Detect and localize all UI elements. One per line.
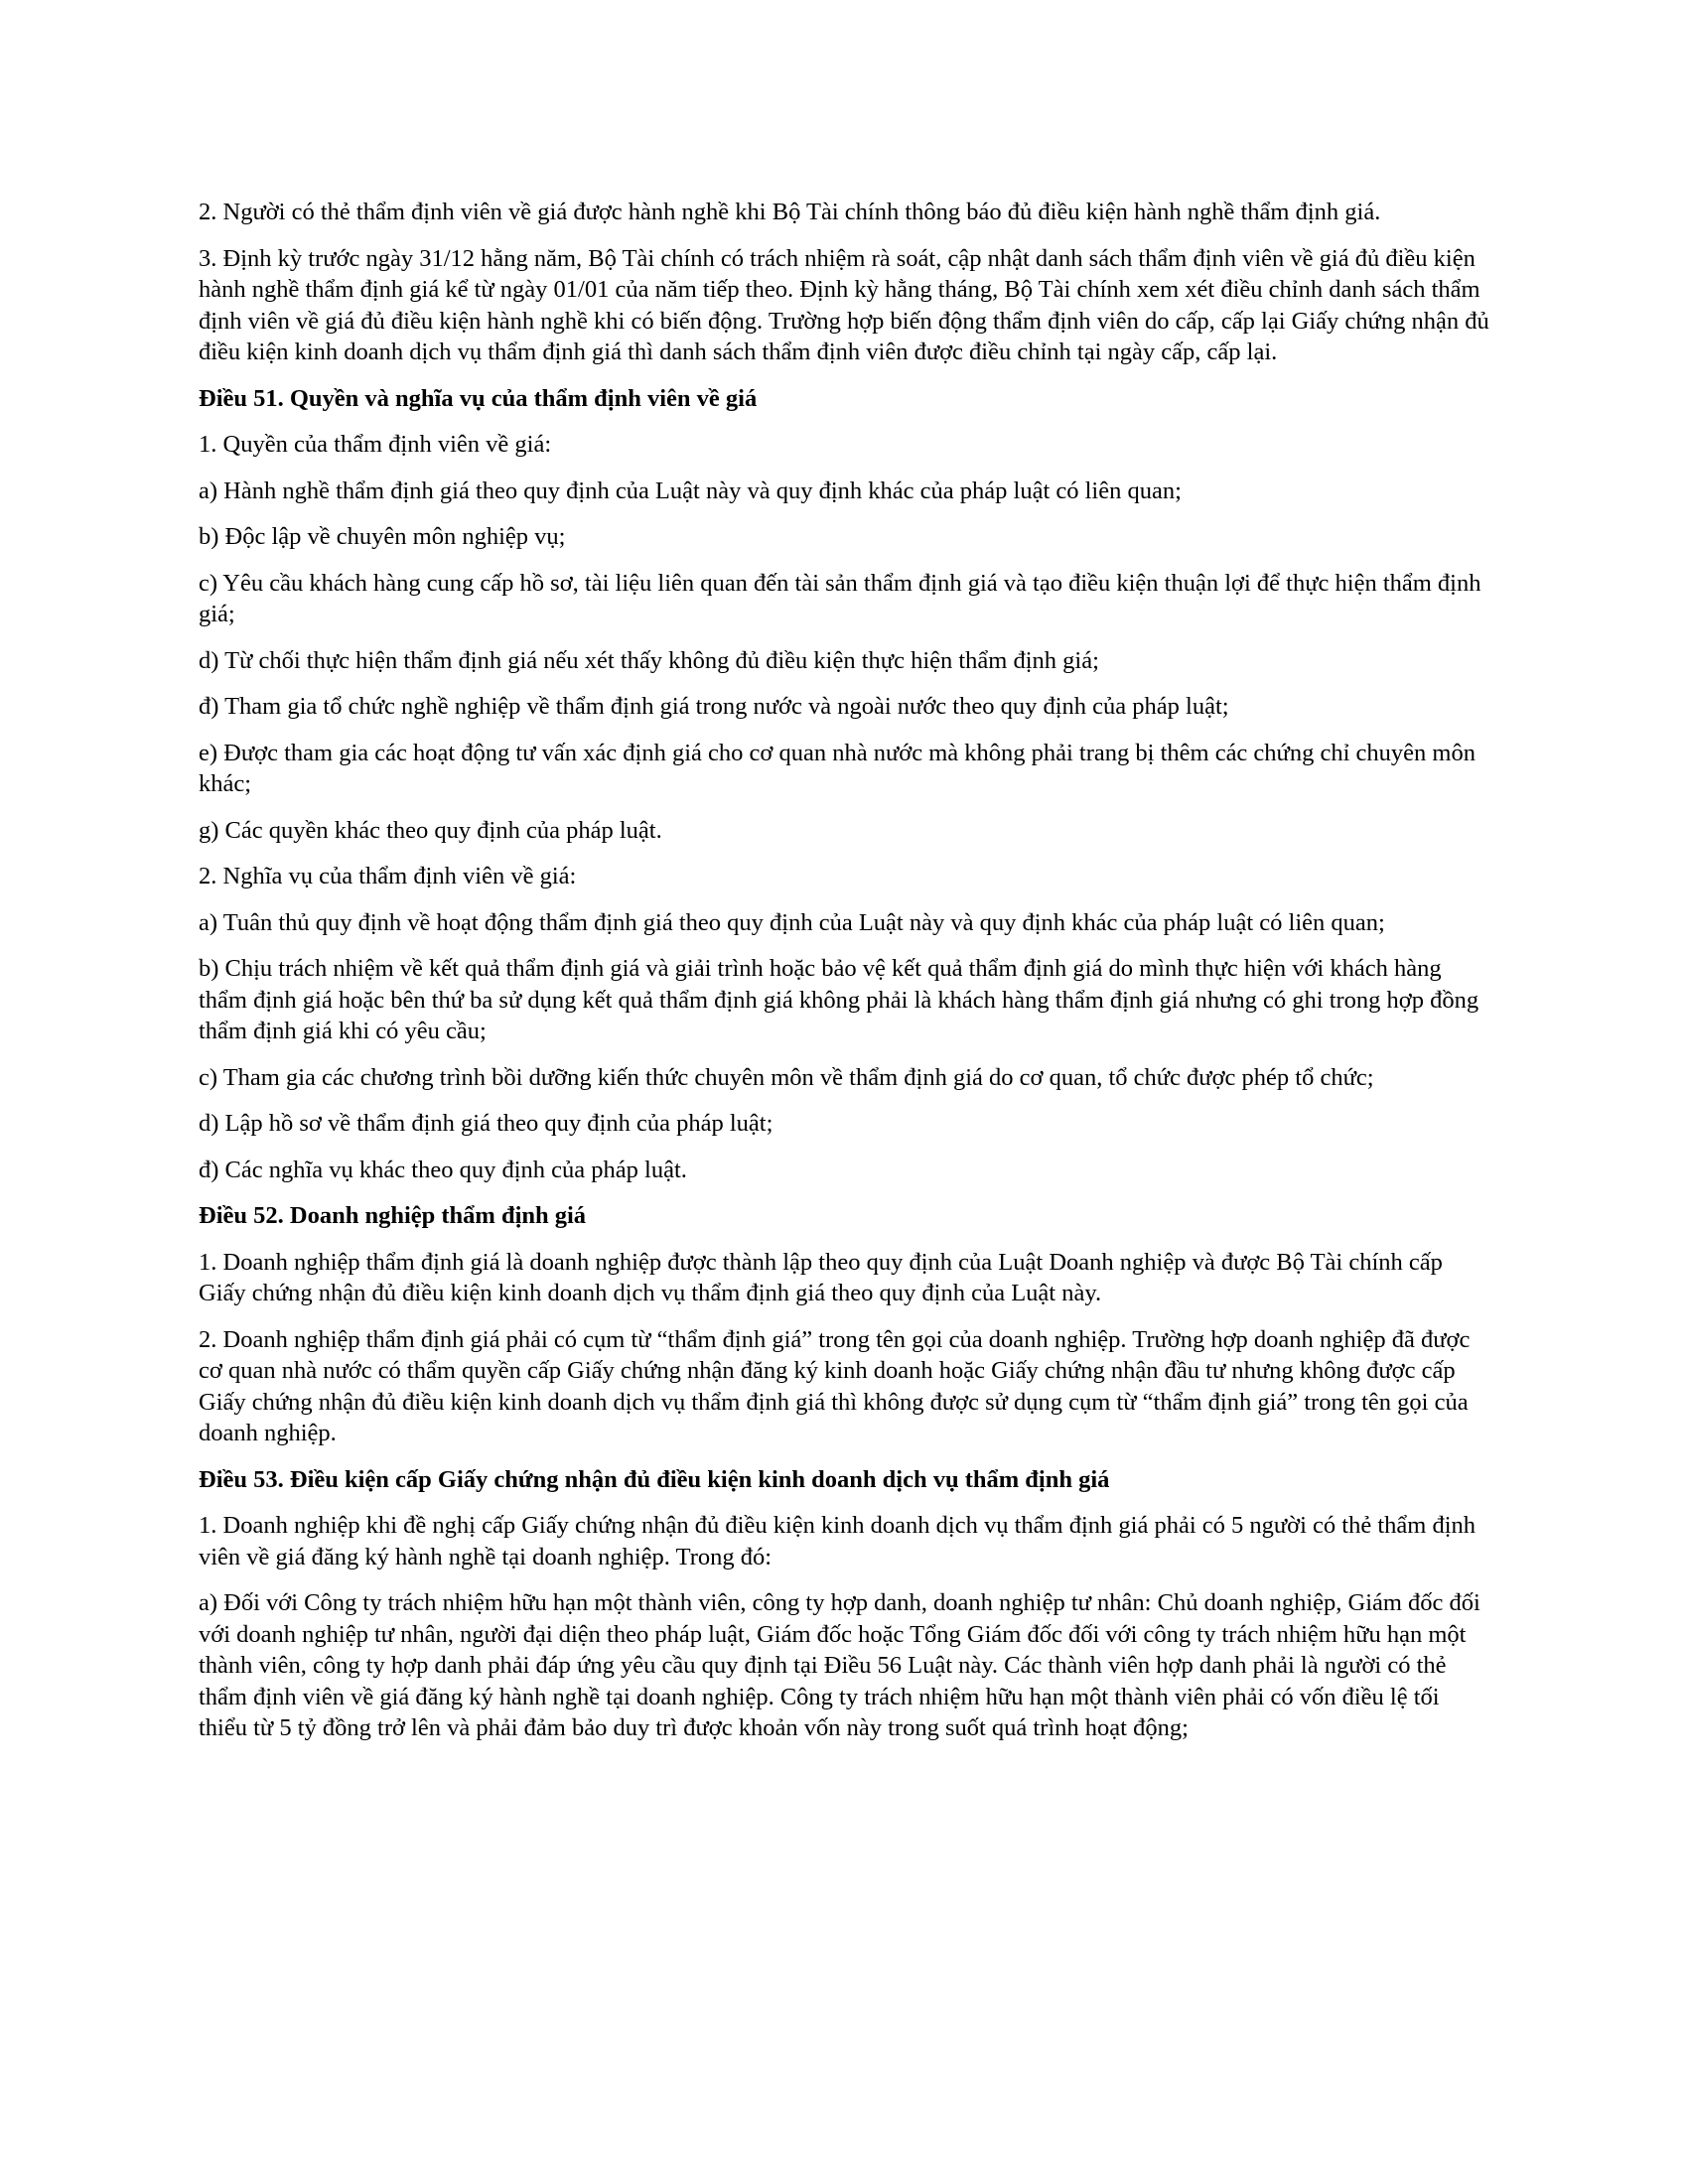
- clause-3-periodic-review: 3. Định kỳ trước ngày 31/12 hằng năm, Bộ Tài chính có trách nhiệm rà soát, cập nhật danh sách thẩm định viên về giá đủ điều kiện hành nghề thẩm định giá kể từ ngày 01/01 của năm tiếp theo. Định kỳ hằng tháng, Bộ Tài chính xem xét điều chỉnh danh sách thẩm định viên về giá đủ điều kiện hành nghề khi có biến động. Trường hợp biến động thẩm định viên do cấp, cấp lại Giấy chứng nhận đủ điều kiện kinh doanh dịch vụ thẩm định giá thì danh sách thẩm định viên được điều chỉnh tại ngày cấp, cấp lại.: [199, 244, 1489, 365]
- document-page: [199, 197, 1489, 1759]
- article-51-clause-2-item-a: a) Tuân thủ quy định về hoạt động thẩm định giá theo quy định của Luật này và quy định khác của pháp luật có liên quan;: [199, 908, 1385, 936]
- article-51-clause-2-item-dd: đ) Các nghĩa vụ khác theo quy định của pháp luật.: [199, 1156, 687, 1183]
- article-52-heading: Điều 52. Doanh nghiệp thẩm định giá: [199, 1202, 587, 1229]
- article-51-clause-2: 2. Nghĩa vụ của thẩm định viên về giá:: [199, 863, 577, 889]
- article-51-clause-1: 1. Quyền của thẩm định viên về giá:: [199, 431, 552, 458]
- article-52-clause-1: 1. Doanh nghiệp thẩm định giá là doanh nghiệp được thành lập theo quy định của Luật Doanh nghiệp và được Bộ Tài chính cấp Giấy chứng nhận đủ điều kiện kinh doanh dịch vụ thẩm định giá theo quy định của Luật này.: [199, 1248, 1443, 1306]
- article-53-clause-1: 1. Doanh nghiệp khi đề nghị cấp Giấy chứng nhận đủ điều kiện kinh doanh dịch vụ thẩm định giá phải có 5 người có thẻ thẩm định viên về giá đăng ký hành nghề tại doanh nghiệp. Trong đó:: [199, 1512, 1477, 1570]
- article-51-clause-2-item-b: b) Chịu trách nhiệm về kết quả thẩm định giá và giải trình hoặc bảo vệ kết quả thẩm định giá do mình thực hiện với khách hàng thẩm định giá hoặc bên thứ ba sử dụng kết quả thẩm định giá không phải là khách hàng thẩm định giá nhưng có ghi trong hợp đồng thẩm định giá khi có yêu cầu;: [199, 955, 1479, 1044]
- article-51-clause-2-item-d: d) Lập hồ sơ về thẩm định giá theo quy định của pháp luật;: [199, 1110, 774, 1137]
- article-52-clause-2: 2. Doanh nghiệp thẩm định giá phải có cụm từ “thẩm định giá” trong tên gọi của doanh nghiệp. Trường hợp doanh nghiệp đã được cơ quan nhà nước có thẩm quyền cấp Giấy chứng nhận đăng ký kinh doanh hoặc Giấy chứng nhận đầu tư nhưng không được cấp Giấy chứng nhận đủ điều kiện kinh doanh dịch vụ thẩm định giá thì không được sử dụng cụm từ “thẩm định giá” trong tên gọi của doanh nghiệp.: [199, 1325, 1471, 1446]
- article-53-clause-1-item-a: a) Đối với Công ty trách nhiệm hữu hạn một thành viên, công ty hợp danh, doanh nghiệp tư nhân: Chủ doanh nghiệp, Giám đốc đối với doanh nghiệp tư nhân, người đại diện theo pháp luật, Giám đốc hoặc Tổng Giám đốc đối với công ty trách nhiệm hữu hạn một thành viên, công ty hợp danh phải đáp ứng yêu cầu quy định tại Điều 56 Luật này. Các thành viên hợp danh phải là người có thẻ thẩm định viên về giá đăng ký hành nghề tại doanh nghiệp. Công ty trách nhiệm hữu hạn một thành viên phải có vốn điều lệ tối thiểu từ 5 tỷ đồng trở lên và phải đảm bảo duy trì được khoản vốn này trong suốt quá trình hoạt động;: [199, 1589, 1480, 1741]
- article-51-clause-1-item-g: g) Các quyền khác theo quy định của pháp luật.: [199, 816, 662, 844]
- article-51-heading: Điều 51. Quyền và nghĩa vụ của thẩm định viên về giá: [199, 384, 758, 412]
- article-51-clause-2-item-c: c) Tham gia các chương trình bồi dưỡng kiến thức chuyên môn về thẩm định giá do cơ quan, tổ chức được phép tổ chức;: [199, 1063, 1374, 1091]
- article-53-heading: Điều 53. Điều kiện cấp Giấy chứng nhận đủ điều kiện kinh doanh dịch vụ thẩm định giá: [199, 1465, 1110, 1493]
- article-51-clause-1-item-a: a) Hành nghề thẩm định giá theo quy định của Luật này và quy định khác của pháp luật có liên quan;: [199, 477, 1182, 504]
- article-51-clause-1-item-e: e) Được tham gia các hoạt động tư vấn xác định giá cho cơ quan nhà nước mà không phải trang bị thêm các chứng chỉ chuyên môn khác;: [199, 739, 1476, 797]
- article-51-clause-1-item-b: b) Độc lập về chuyên môn nghiệp vụ;: [199, 523, 566, 550]
- clause-2-practice-notice: 2. Người có thẻ thẩm định viên về giá được hành nghề khi Bộ Tài chính thông báo đủ điều kiện hành nghề thẩm định giá.: [199, 199, 1381, 225]
- article-51-clause-1-item-c: c) Yêu cầu khách hàng cung cấp hồ sơ, tài liệu liên quan đến tài sản thẩm định giá và tạo điều kiện thuận lợi để thực hiện thẩm định giá;: [199, 569, 1481, 627]
- article-51-clause-1-item-d: d) Từ chối thực hiện thẩm định giá nếu xét thấy không đủ điều kiện thực hiện thẩm định giá;: [199, 646, 1099, 674]
- article-51-clause-1-item-dd: đ) Tham gia tổ chức nghề nghiệp về thẩm định giá trong nước và ngoài nước theo quy định của pháp luật;: [199, 693, 1229, 720]
